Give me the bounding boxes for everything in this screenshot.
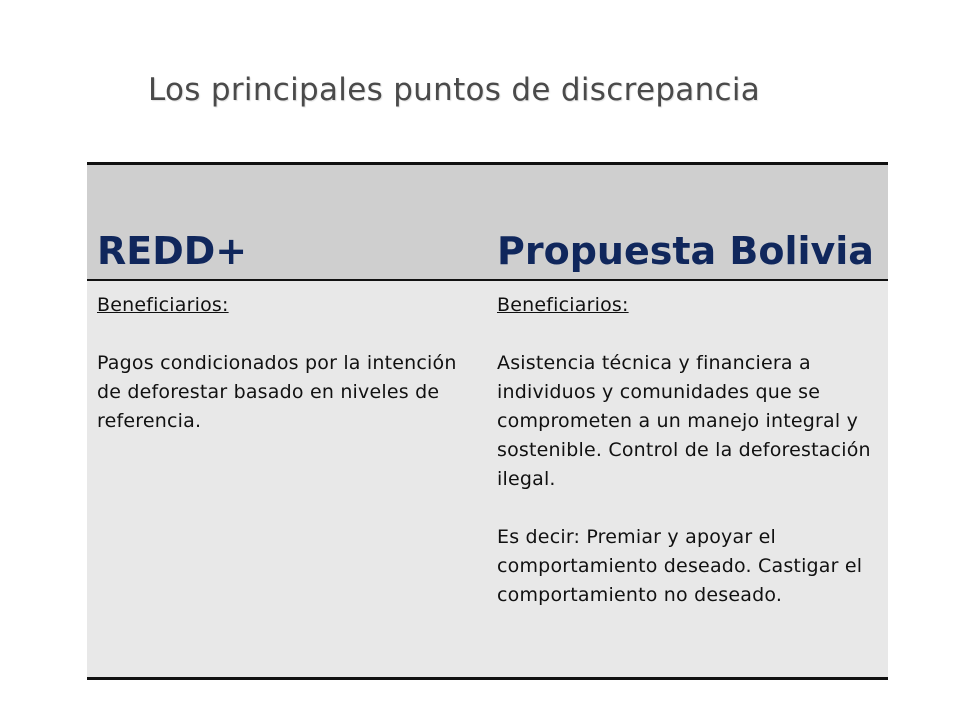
cell-label: Beneficiarios: [97, 294, 229, 316]
comparison-table [87, 162, 888, 680]
table-header-row [87, 164, 888, 281]
cell-bolivia-beneficiarios [487, 280, 888, 679]
cell-label: Beneficiarios: [497, 294, 629, 316]
cell-paragraph: Pagos condicionados por la intención de deforestar basado en niveles de referencia. [97, 352, 457, 432]
header-redd: REDD+ [97, 229, 248, 273]
cell-paragraph: Es decir: Premiar y apoyar el comportamiento deseado. Castigar el comportamiento no deseado. [497, 526, 863, 606]
slide-title: Los principales puntos de discrepancia [148, 72, 761, 108]
header-propuesta-bolivia: Propuesta Bolivia [497, 229, 874, 273]
cell-paragraph: Asistencia técnica y financiera a individuos y comunidades que se comprometen a un manejo integral y sostenible. Control de la deforestación ilegal. [497, 352, 871, 490]
cell-redd-beneficiarios [87, 280, 487, 679]
table-row [87, 280, 888, 679]
